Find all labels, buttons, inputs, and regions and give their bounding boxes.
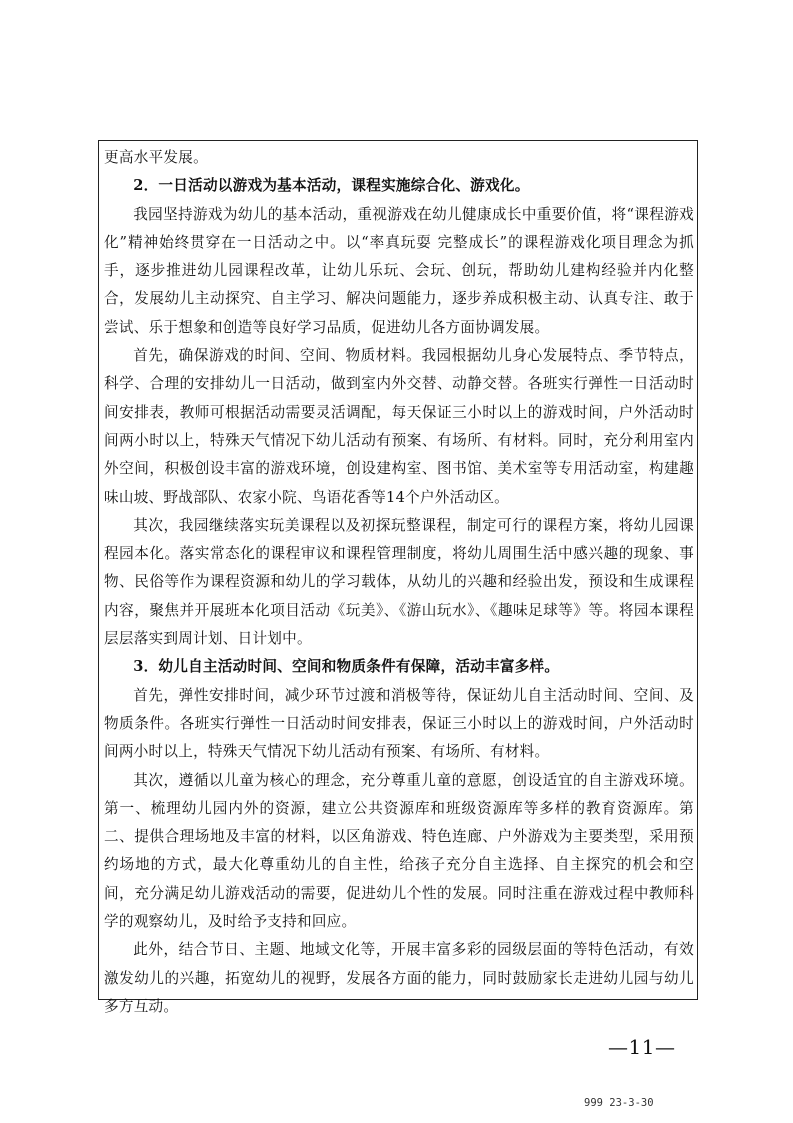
print-stamp: 999 23-3-30 <box>584 1097 654 1109</box>
section-heading-2: 2．一日活动以游戏为基本活动，课程实施综合化、游戏化。 <box>133 177 530 195</box>
paragraph-time-space-materials: 首先，确保游戏的时间、空间、物质材料。我园根据幼儿身心发展特点、季节特点，科学、合理的安排幼儿一日活动，做到室内外交替、动静交替。各班实行弹性一日活动时间安排表，教师可根据活动需要灵活调配，每天保证三小时以上的游戏时间，户外活动时间两小时以上，特殊天气情况下幼儿活动有预案、有场所、有材料。同时，充分利用室内外空间，积极创设丰富的游戏环境，创设建构室、图书馆、美术室等专用活动室，构建趣味山坡、野战部队、农家小院、鸟语花香等14个户外活动区。 <box>104 347 694 506</box>
paragraph-special-activities: 此外，结合节日、主题、地域文化等，开展丰富多彩的园级层面的等特色活动，有效激发幼儿的兴趣，拓宽幼儿的视野，发展各方面的能力，同时鼓励家长走进幼儿园与幼儿多方互动。 <box>104 941 694 1015</box>
paragraph-game-based-activity: 我园坚持游戏为幼儿的基本活动，重视游戏在幼儿健康成长中重要价值，将“课程游戏化”精神始终贯穿在一日活动之中。以“率真玩耍 完整成长”的课程游戏化项目理念为抓手，逐步推进幼儿园课程改革，让幼儿乐玩、会玩、创玩，帮助幼儿建构经验并内化整合，发展幼儿主动探究、自主学习、解决问题能力，逐步养成积极主动、认真专注、敢于尝试、乐于想象和创造等良好学习品质，促进幼儿各方面协调发展。 <box>104 205 694 336</box>
paragraph-continuation: 更高水平发展。 <box>104 149 208 166</box>
paragraph-curriculum: 其次，我园继续落实玩美课程以及初探玩整课程，制定可行的课程方案，将幼儿园课程园本化。落实常态化的课程审议和课程管理制度，将幼儿周围生活中感兴趣的现象、事物、民俗等作为课程资源和幼儿的学习载体，从幼儿的兴趣和经验出发，预设和生成课程内容，聚焦并开展班本化项目活动《玩美》、《游山玩水》、《趣味足球等》等。将园本课程层层落实到周计划、日计划中。 <box>104 516 694 648</box>
document-body <box>104 144 694 1021</box>
section-heading-3: 3．幼儿自主活动时间、空间和物质条件有保障，活动丰富多样。 <box>133 658 560 676</box>
paragraph-play-environment: 其次，遵循以儿童为核心的理念，充分尊重儿童的意愿，创设适宜的自主游戏环境。第一、梳理幼儿园内外的资源，建立公共资源库和班级资源库等多样的教育资源库。第二、提供合理场地及丰富的材料，以区角游戏、特色连廊、户外游戏为主要类型，采用预约场地的方式，最大化尊重幼儿的自主性，给孩子充分自主选择、自主探究的机会和空间，充分满足幼儿游戏活动的需要，促进幼儿个性的发展。同时注重在游戏过程中教师科学的观察幼儿，及时给予支持和回应。 <box>104 771 694 931</box>
paragraph-flexible-schedule: 首先，弹性安排时间，减少环节过渡和消极等待，保证幼儿自主活动时间、空间、及物质条件。各班实行弹性一日活动时间安排表，保证三小时以上的游戏时间，户外活动时间两小时以上，特殊天气情况下幼儿活动有预案、有场所、有材料。 <box>104 686 694 761</box>
page-number: —11— <box>608 1035 676 1059</box>
